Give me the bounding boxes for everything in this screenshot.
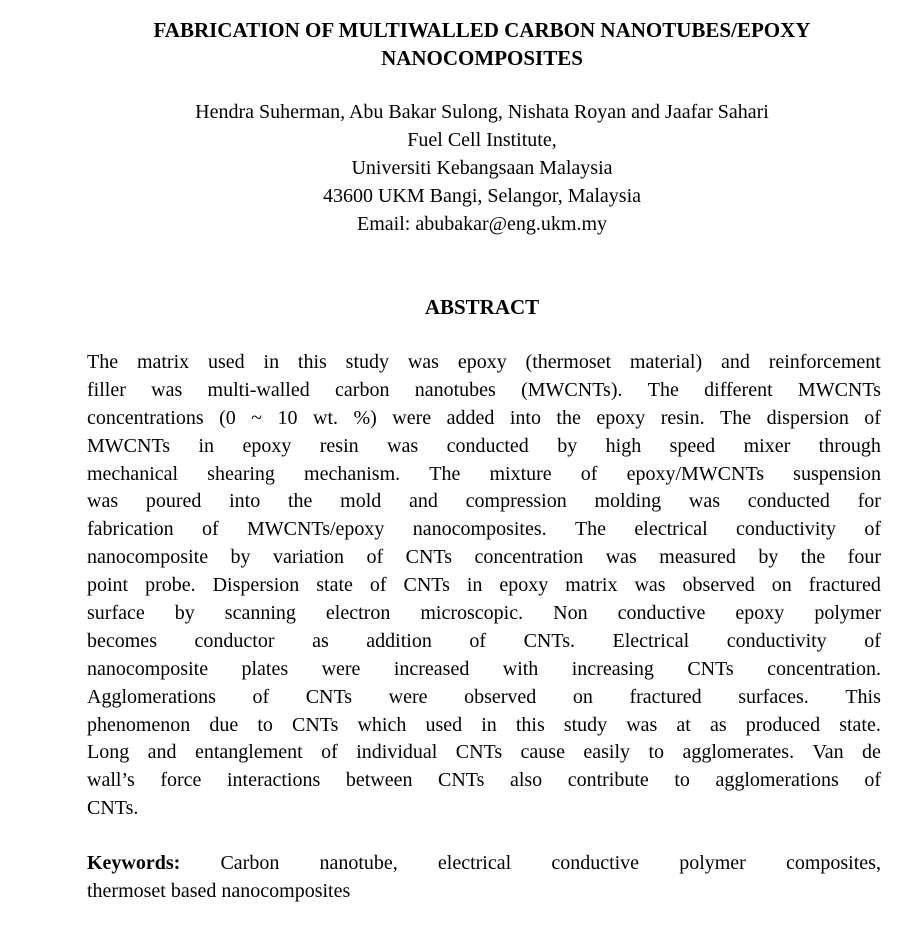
abstract-word: CNTs bbox=[687, 657, 734, 680]
abstract-word: due bbox=[209, 713, 239, 736]
abstract-word: electrical bbox=[634, 518, 708, 541]
abstract-word: in bbox=[198, 434, 215, 457]
abstract-word: molding bbox=[594, 490, 662, 513]
abstract-word: were bbox=[388, 685, 428, 708]
abstract-word: ~ bbox=[251, 406, 263, 429]
abstract-word: of bbox=[201, 518, 219, 541]
abstract-word: nanotubes bbox=[414, 378, 496, 401]
abstract-word: the bbox=[556, 406, 581, 429]
abstract-line bbox=[87, 600, 881, 628]
abstract-word: 10 bbox=[277, 406, 298, 429]
abstract-word: increased bbox=[393, 657, 470, 680]
abstract-word: electron bbox=[325, 602, 391, 625]
abstract-word: conductivity bbox=[736, 518, 836, 541]
abstract-word: used bbox=[208, 351, 245, 373]
keywords-block bbox=[87, 849, 881, 905]
abstract-word: MWCNTs bbox=[797, 378, 881, 401]
abstract-word: of bbox=[580, 462, 598, 485]
abstract-word: of bbox=[369, 574, 387, 597]
abstract-word: cause bbox=[520, 741, 565, 764]
abstract-line bbox=[87, 684, 881, 712]
abstract-line bbox=[87, 795, 881, 823]
abstract-word: in bbox=[481, 713, 497, 736]
abstract-word: by bbox=[758, 546, 779, 569]
abstract-line bbox=[87, 488, 881, 516]
abstract-word: on bbox=[771, 574, 792, 597]
abstract-word: was bbox=[605, 546, 637, 569]
abstract-word: suspension bbox=[793, 462, 881, 485]
abstract-word: poured bbox=[145, 490, 202, 513]
abstract-word: produced bbox=[745, 713, 821, 736]
abstract-word: which bbox=[357, 713, 407, 736]
abstract-line bbox=[87, 656, 881, 684]
abstract-word: mixture bbox=[489, 462, 552, 485]
abstract-word: Van bbox=[812, 741, 844, 764]
author-block bbox=[60, 98, 904, 238]
abstract-word: of bbox=[864, 769, 881, 792]
abstract-word: (thermoset bbox=[525, 351, 612, 373]
abstract-word: study bbox=[563, 713, 608, 736]
abstract-word: entanglement bbox=[194, 741, 303, 764]
abstract-word: high bbox=[605, 434, 642, 457]
abstract-word: with bbox=[502, 657, 539, 680]
abstract-word: Dispersion bbox=[212, 574, 300, 597]
abstract-word: fractured bbox=[629, 685, 702, 708]
abstract-word: epoxy bbox=[242, 434, 292, 457]
abstract-word: carbon bbox=[335, 378, 390, 401]
abstract-line bbox=[87, 739, 881, 767]
institute: Fuel Cell Institute, bbox=[407, 129, 557, 151]
abstract-word: was bbox=[87, 490, 119, 513]
abstract-word: conducted bbox=[747, 490, 830, 513]
abstract-word: resin. bbox=[660, 406, 705, 429]
abstract-word: by bbox=[174, 602, 195, 625]
abstract-word: concentrations bbox=[87, 406, 204, 429]
abstract-word: was bbox=[626, 713, 658, 736]
abstract-word: in bbox=[263, 351, 280, 373]
abstract-line bbox=[87, 544, 881, 572]
abstract-word: multi-walled bbox=[207, 378, 310, 401]
keywords-line-1 bbox=[87, 849, 881, 877]
keyword-word: polymer bbox=[679, 852, 746, 874]
abstract-word: mixer bbox=[743, 434, 791, 457]
abstract-word: fabrication bbox=[87, 518, 174, 541]
abstract-word: observed bbox=[682, 574, 755, 597]
abstract-word: reinforcement bbox=[768, 351, 881, 373]
abstract-word: epoxy bbox=[499, 574, 549, 597]
abstract-word: and bbox=[720, 351, 750, 373]
abstract-line bbox=[87, 349, 881, 377]
abstract-word: surface bbox=[87, 602, 145, 625]
abstract-line bbox=[87, 433, 881, 461]
abstract-word: was bbox=[387, 434, 419, 457]
abstract-word: on bbox=[572, 685, 593, 708]
abstract-word: de bbox=[862, 741, 881, 764]
abstract-word: of bbox=[252, 685, 270, 708]
abstract-word: mechanism. bbox=[304, 462, 401, 485]
email-line bbox=[60, 210, 904, 238]
abstract-word: increasing bbox=[571, 657, 654, 680]
abstract-word: The bbox=[429, 462, 461, 485]
abstract-word: material) bbox=[629, 351, 703, 373]
abstract-word: interactions bbox=[226, 769, 321, 792]
abstract-word: wt. bbox=[313, 406, 338, 429]
abstract-word: Long bbox=[87, 741, 130, 764]
keywords-label: Keywords: bbox=[87, 852, 181, 874]
university: Universiti Kebangsaan Malaysia bbox=[351, 157, 613, 179]
abstract-word: study bbox=[345, 351, 390, 373]
abstract-word: dispersion bbox=[766, 406, 849, 429]
abstract-word: mold bbox=[340, 490, 382, 513]
abstract-word: conducted bbox=[446, 434, 529, 457]
keyword-word: composites, bbox=[785, 852, 881, 874]
abstract-word: and bbox=[409, 490, 438, 513]
abstract-word: The bbox=[87, 351, 119, 373]
abstract-word: through bbox=[818, 434, 881, 457]
abstract-word: CNTs bbox=[438, 769, 485, 792]
abstract-word: nanocomposites. bbox=[412, 518, 547, 541]
abstract-word: CNTs bbox=[403, 574, 450, 597]
abstract-word: for bbox=[857, 490, 881, 513]
abstract-line bbox=[87, 377, 881, 405]
abstract-word: were bbox=[321, 657, 361, 680]
abstract-word: to bbox=[257, 713, 273, 736]
abstract-word: scanning bbox=[224, 602, 296, 625]
keyword-word: conductive bbox=[551, 852, 640, 874]
abstract-word: measured bbox=[659, 546, 736, 569]
abstract-word: this bbox=[515, 713, 545, 736]
keyword-word: Carbon bbox=[220, 852, 280, 874]
abstract-word: point bbox=[87, 574, 129, 597]
keyword-word: nanotube, bbox=[319, 852, 398, 874]
keywords-line-2: thermoset based nanocomposites bbox=[87, 879, 351, 902]
abstract-word: of bbox=[469, 629, 487, 652]
abstract-word: shearing bbox=[207, 462, 275, 485]
abstract-word: of bbox=[321, 741, 338, 764]
abstract-word: MWCNTs/epoxy bbox=[246, 518, 385, 541]
abstract-word: individual bbox=[356, 741, 438, 764]
abstract-word: into bbox=[229, 490, 261, 513]
abstract-word: different bbox=[704, 378, 773, 401]
abstract-word: CNTs bbox=[455, 741, 503, 764]
abstract-word: CNTs bbox=[305, 685, 353, 708]
abstract-word: as bbox=[312, 629, 329, 652]
abstract-line bbox=[87, 461, 881, 489]
abstract-word: was bbox=[634, 574, 666, 597]
abstract-word: nanocomposite bbox=[87, 546, 209, 569]
abstract-word: observed bbox=[464, 685, 537, 708]
abstract-word: this bbox=[297, 351, 327, 373]
abstract-word: epoxy bbox=[596, 406, 646, 429]
abstract-word: addition bbox=[366, 629, 432, 652]
abstract-word: concentration. bbox=[767, 657, 881, 680]
abstract-word: variation bbox=[272, 546, 345, 569]
abstract-word: agglomerates. bbox=[682, 741, 795, 764]
abstract-word: The bbox=[574, 518, 607, 541]
abstract-word: of bbox=[864, 518, 881, 541]
abstract-word: The bbox=[647, 378, 679, 401]
abstract-word: nanocomposite bbox=[87, 657, 209, 680]
abstract-line bbox=[87, 767, 881, 795]
abstract-word: into bbox=[509, 406, 541, 429]
abstract-word: matrix bbox=[136, 351, 190, 373]
abstract-line bbox=[87, 516, 881, 544]
abstract-word: This bbox=[845, 685, 881, 708]
abstract-word: four bbox=[847, 546, 881, 569]
abstract-word: at bbox=[676, 713, 691, 736]
abstract-word: compression bbox=[465, 490, 567, 513]
abstract-word: CNTs bbox=[292, 713, 339, 736]
abstract-word: conductive bbox=[617, 602, 706, 625]
abstract-word: was bbox=[151, 378, 183, 401]
abstract-word: filler bbox=[87, 378, 126, 401]
paper-title bbox=[60, 16, 904, 72]
abstract-word: between bbox=[345, 769, 413, 792]
abstract-word: resin bbox=[319, 434, 359, 457]
abstract-word: polymer bbox=[814, 602, 881, 625]
title-line-1: FABRICATION OF MULTIWALLED CARBON NANOTUBES/EPOXY bbox=[153, 18, 811, 42]
abstract-line bbox=[87, 712, 881, 740]
abstract-word: epoxy bbox=[735, 602, 785, 625]
abstract-heading: ABSTRACT bbox=[424, 295, 540, 319]
abstract-word: (MWCNTs). bbox=[521, 378, 623, 401]
abstract-word: fractured bbox=[808, 574, 881, 597]
abstract-word: Non bbox=[553, 602, 588, 625]
abstract-word: used bbox=[425, 713, 463, 736]
abstract-word: of bbox=[864, 406, 881, 429]
title-line-2: NANOCOMPOSITES bbox=[381, 46, 583, 70]
abstract-word: added bbox=[446, 406, 495, 429]
abstract-word: matrix bbox=[565, 574, 618, 597]
abstract-word: microscopic. bbox=[420, 602, 524, 625]
email-link[interactable]: abubakar@eng.ukm.my bbox=[415, 213, 608, 235]
abstract-word: Electrical bbox=[612, 629, 690, 652]
address: 43600 UKM Bangi, Selangor, Malaysia bbox=[322, 185, 642, 207]
abstract-word: was bbox=[407, 351, 439, 373]
abstract-word: in bbox=[466, 574, 483, 597]
abstract-word: to bbox=[674, 769, 690, 792]
abstract-line bbox=[87, 405, 881, 433]
abstract-word: by bbox=[230, 546, 251, 569]
abstract-word: conductivity bbox=[726, 629, 827, 652]
abstract-word: %) bbox=[353, 406, 377, 429]
abstract-word: state. bbox=[839, 713, 881, 736]
abstract-word: conductor bbox=[194, 629, 275, 652]
authors: Hendra Suherman, Abu Bakar Sulong, Nishata Royan and Jaafar Sahari bbox=[195, 101, 769, 123]
abstract-word: the bbox=[800, 546, 826, 569]
abstract-word: were bbox=[392, 406, 432, 429]
abstract-word: as bbox=[709, 713, 727, 736]
abstract-line bbox=[87, 628, 881, 656]
abstract-word: and bbox=[147, 741, 177, 764]
abstract-word: surfaces. bbox=[738, 685, 809, 708]
abstract-word: Agglomerations bbox=[87, 685, 216, 708]
abstract-word: was bbox=[688, 490, 720, 513]
abstract-word: wall’s bbox=[87, 769, 135, 792]
abstract-word: to bbox=[648, 741, 665, 764]
abstract-word: MWCNTs bbox=[87, 434, 171, 457]
abstract-word: agglomerations bbox=[715, 769, 839, 792]
keyword-word: electrical bbox=[437, 852, 512, 874]
abstract-word: epoxy bbox=[457, 351, 507, 373]
abstract-word: by bbox=[557, 434, 578, 457]
abstract-word: of bbox=[864, 629, 881, 652]
abstract-word: the bbox=[287, 490, 313, 513]
abstract-word: easily bbox=[583, 741, 631, 764]
abstract-word: epoxy/MWCNTs bbox=[626, 462, 765, 485]
abstract-word: mechanical bbox=[87, 462, 179, 485]
abstract-word: also bbox=[509, 769, 543, 792]
abstract-word: phenomenon bbox=[87, 713, 191, 736]
abstract-word: plates bbox=[241, 657, 289, 680]
abstract-word: state bbox=[316, 574, 353, 597]
abstract-word: CNTs. bbox=[523, 629, 575, 652]
abstract-word: probe. bbox=[145, 574, 196, 597]
abstract-body bbox=[87, 349, 881, 823]
abstract-word: The bbox=[720, 406, 752, 429]
abstract-word: (0 bbox=[219, 406, 236, 429]
abstract-word: becomes bbox=[87, 629, 157, 652]
abstract-word: speed bbox=[669, 434, 716, 457]
abstract-line bbox=[87, 572, 881, 600]
abstract-word: CNTs bbox=[405, 546, 452, 569]
abstract-word: force bbox=[160, 769, 202, 792]
abstract-word: CNTs. bbox=[87, 797, 139, 820]
email-label: Email: bbox=[356, 213, 411, 235]
abstract-word: concentration bbox=[474, 546, 584, 569]
abstract-word: of bbox=[366, 546, 384, 569]
abstract-word: contribute bbox=[567, 769, 649, 792]
